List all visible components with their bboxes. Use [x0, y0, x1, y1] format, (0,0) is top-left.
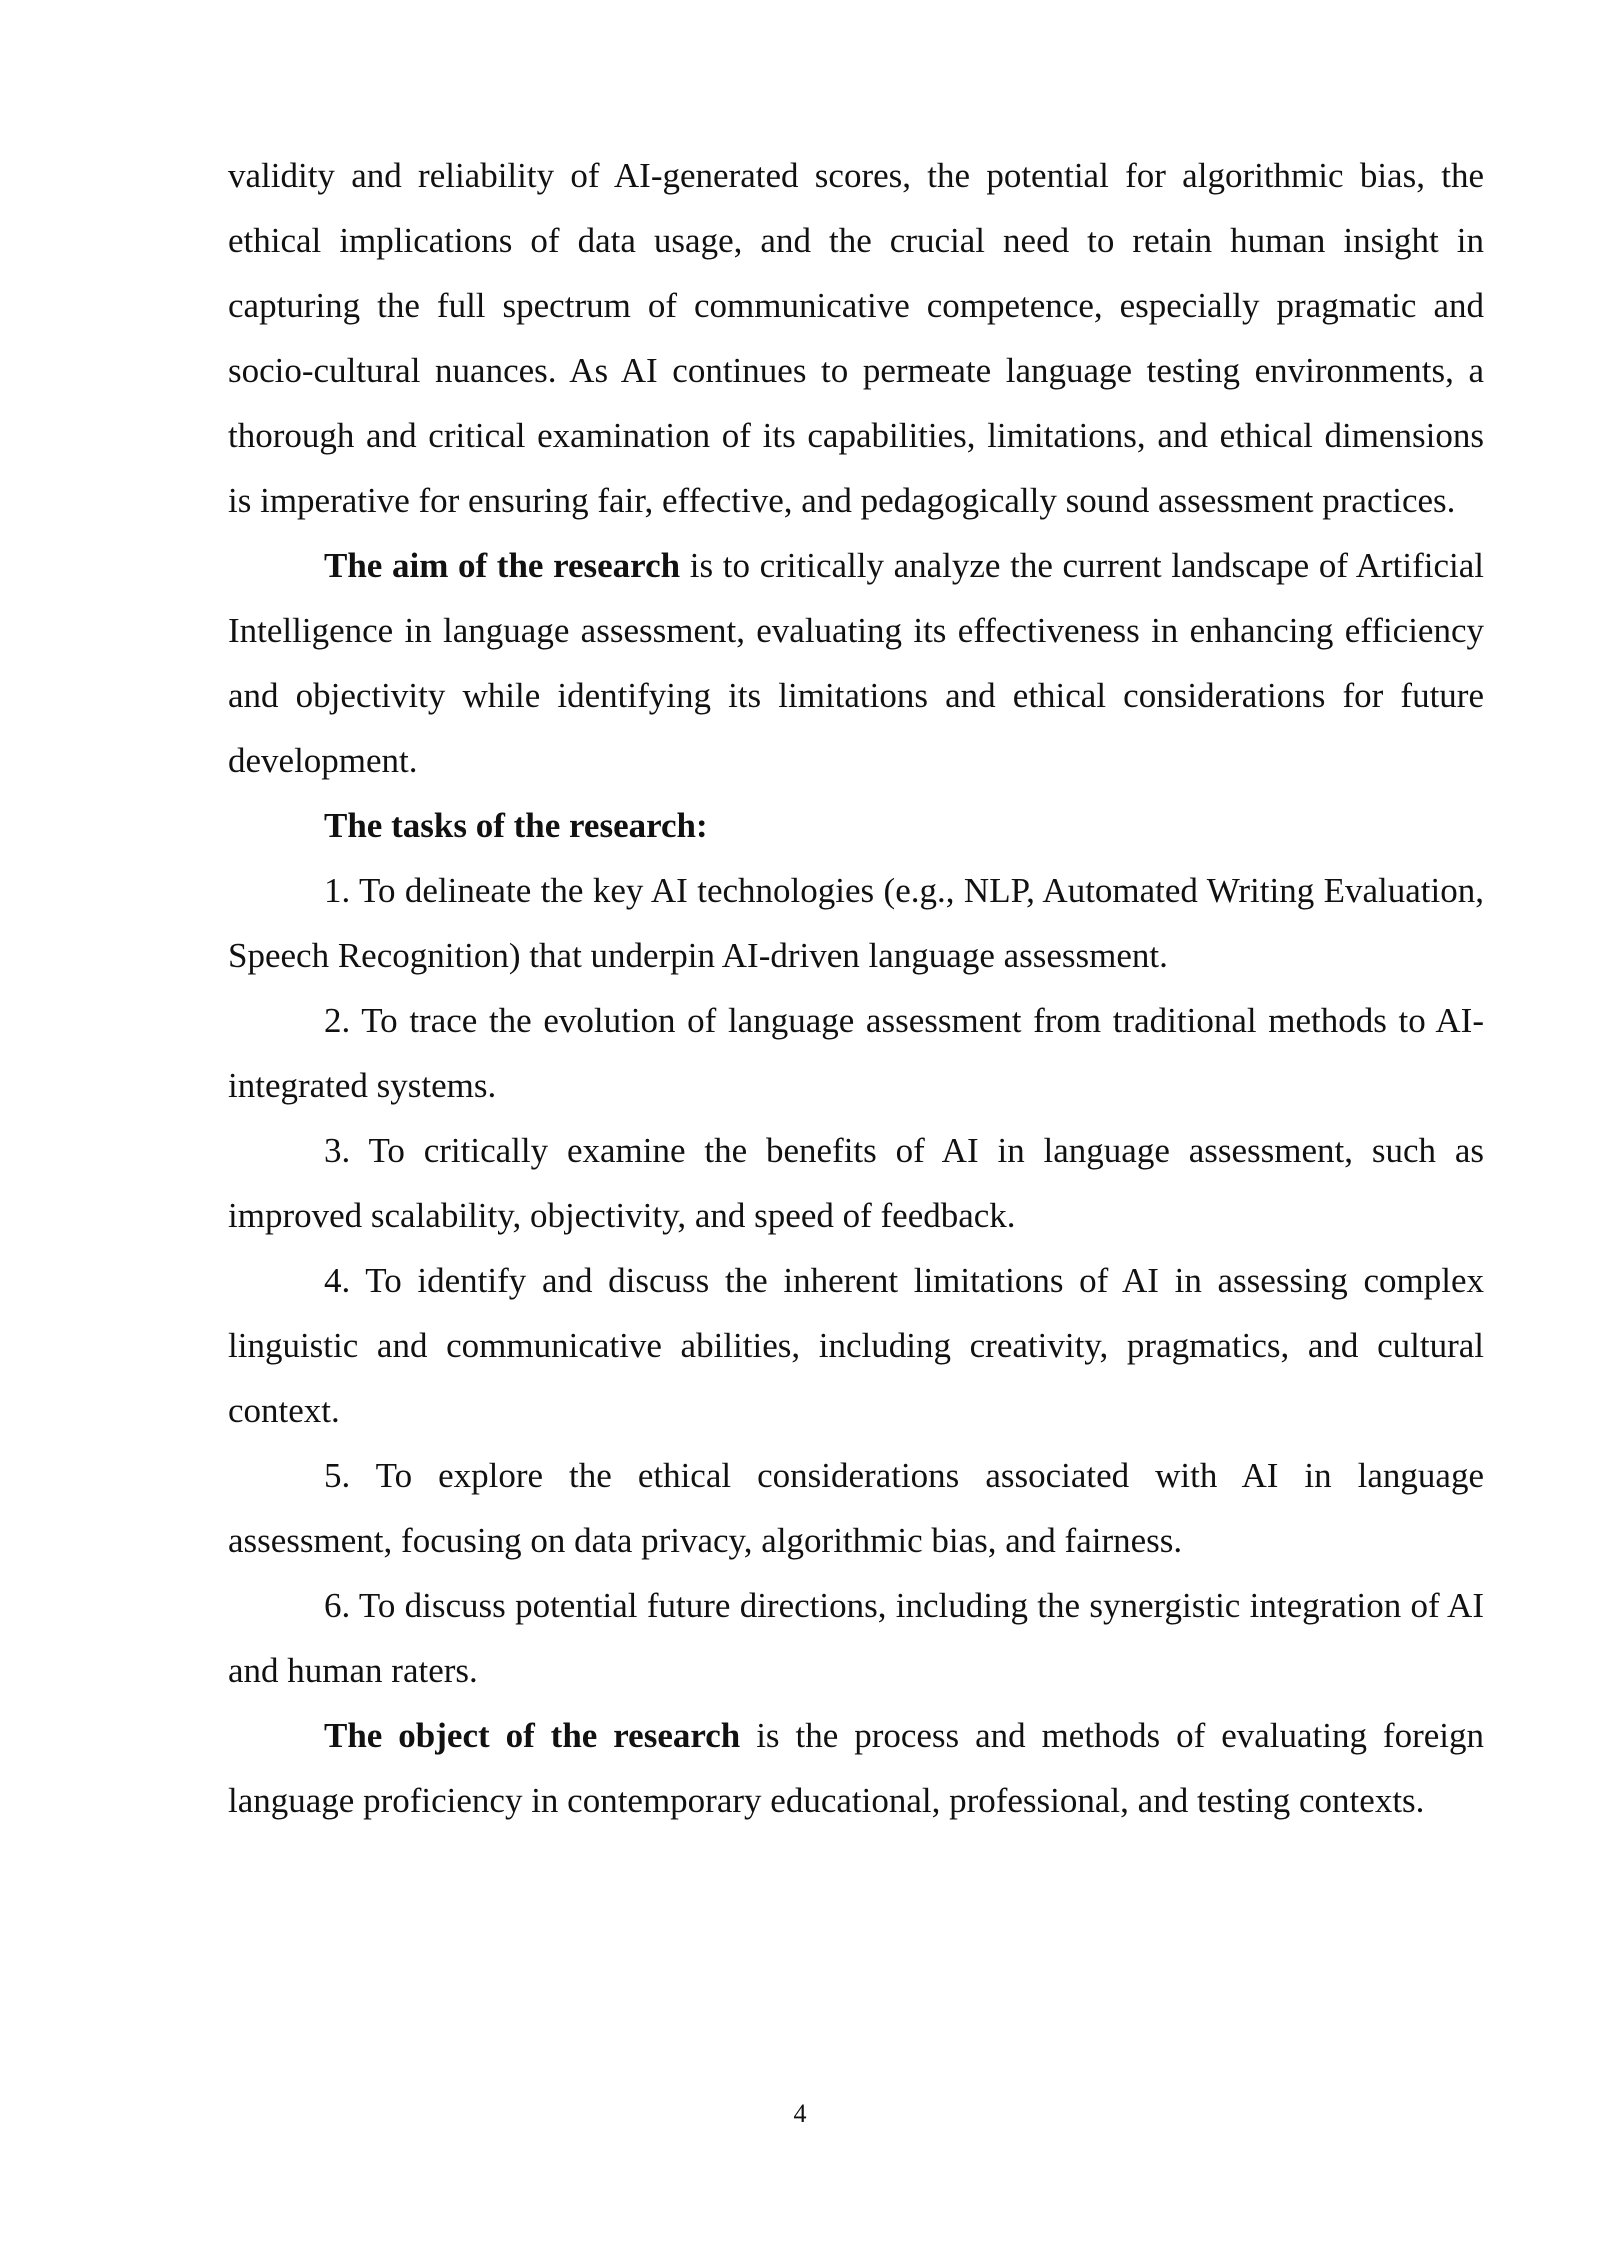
continuation-paragraph: validity and reliability of AI-generated scores, the potential for algorithmic bias, the ethical implications of data usage, and the crucial need to retain human insight in capturing the full spectrum of communicative competence, especially pragmatic and socio-cultural nuances. As AI continues to permeate language testing environments, a thorough and critical examination of its capabilities, limitations, and ethical dimensions is imperative for ensuring fair, effective, and pedagogically sound assessment practices. [228, 156, 1484, 520]
object-text: is the process and methods of evaluating foreign language proficiency in contemporary educational, professional, and testing contexts. [228, 1716, 1484, 1820]
aim-text: is to critically analyze the current landscape of Artificial Intelligence in language assessment, evaluating its effectiveness in enhancing efficiency and objectivity while identifying its limitations and ethical considerations for future development. [228, 546, 1484, 780]
page-number: 4 [793, 2099, 807, 2128]
task-item-1: 1. To delineate the key AI technologies (e.g., NLP, Automated Writing Evaluation, Speech Recognition) that underpin AI-driven language assessment. [228, 871, 1484, 975]
body-text [228, 143, 1484, 1833]
task-item-6: 6. To discuss potential future directions, including the synergistic integration of AI and human raters. [228, 1586, 1484, 1690]
aim-paragraph [228, 533, 1484, 793]
aim-heading: The aim of the research [324, 546, 681, 585]
object-paragraph [228, 1703, 1484, 1833]
object-heading: The object of the research [324, 1716, 741, 1755]
task-item-3: 3. To critically examine the benefits of AI in language assessment, such as improved scalability, objectivity, and speed of feedback. [228, 1131, 1484, 1235]
task-item-2: 2. To trace the evolution of language assessment from traditional methods to AI-integrated systems. [228, 1001, 1484, 1105]
task-item-4: 4. To identify and discuss the inherent limitations of AI in assessing complex linguistic and communicative abilities, including creativity, pragmatics, and cultural context. [228, 1261, 1484, 1430]
task-item-5: 5. To explore the ethical considerations associated with AI in language assessment, focusing on data privacy, algorithmic bias, and fairness. [228, 1456, 1484, 1560]
tasks-heading: The tasks of the research: [324, 806, 708, 845]
